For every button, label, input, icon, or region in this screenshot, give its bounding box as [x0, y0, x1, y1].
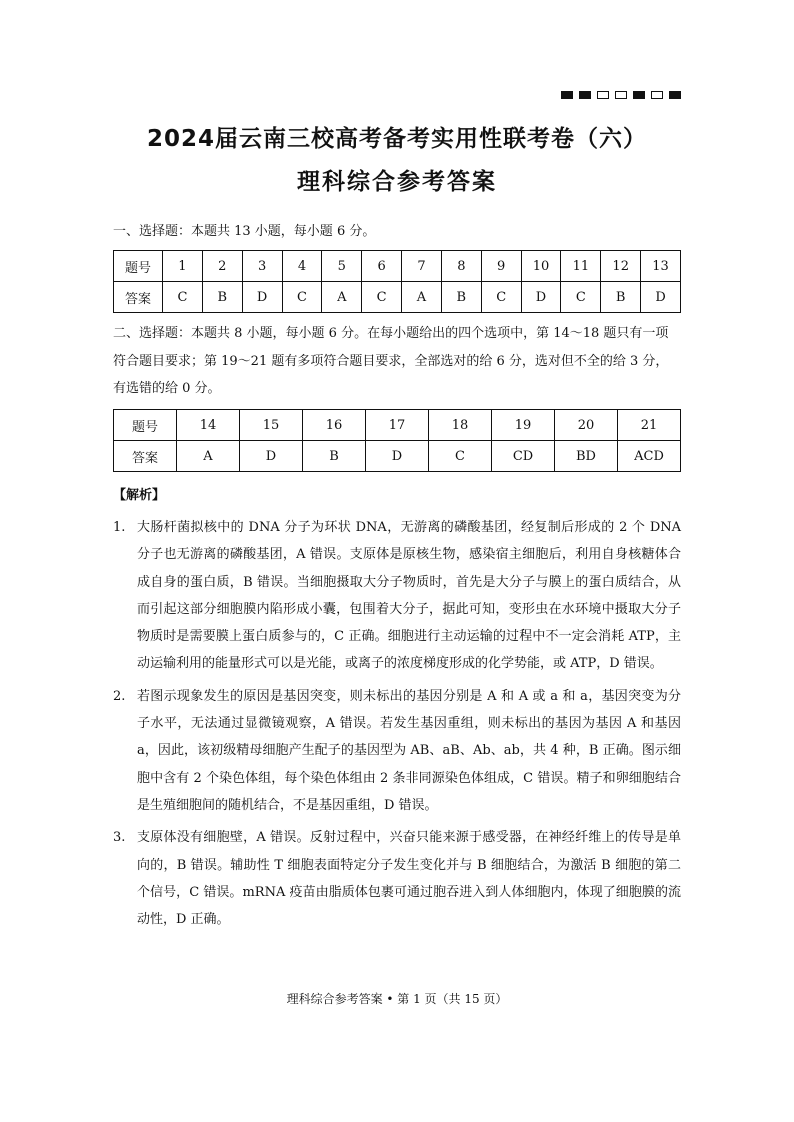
row-label: 题号	[114, 251, 163, 282]
table-cell: 10	[521, 251, 561, 282]
analysis-list	[113, 514, 681, 938]
item-number: 3.	[113, 830, 126, 846]
table-cell: B	[601, 282, 641, 313]
item-number: 2.	[113, 688, 126, 704]
table-cell: C	[282, 282, 322, 313]
table-cell: 1	[163, 251, 203, 282]
table-cell: 21	[618, 410, 681, 441]
table-cell: 5	[322, 251, 362, 282]
table-cell: BD	[555, 441, 618, 472]
table-cell: 4	[282, 251, 322, 282]
item-text: 大肠杆菌拟核中的 DNA 分子为环状 DNA，无游离的磷酸基团，经复制后形成的 2 个 DNA 分子也无游离的磷酸基团，A 错误。支原体是原核生物，感染宿主细胞后，利用自身核糖体合成自身的蛋白质，B 错误。当细胞摄取大分子物质时，首先是大分子与膜上的蛋白质结合，从而引起这部分细胞膜内陷形成小囊，包围着大分子，据此可知，变形虫在水环境中摄取大分子物质时是需要膜上蛋白质参与的，C 正确。细胞进行主动运输的过程中不一定会消耗 ATP，主动运输利用的能量形式可以是光能，或离子的浓度梯度形成的化学势能，或 ATP，D 错误。	[137, 520, 681, 672]
row-label: 答案	[114, 282, 163, 313]
table-cell: D	[521, 282, 561, 313]
table-cell: 15	[240, 410, 303, 441]
table-cell: 8	[441, 251, 481, 282]
item-text: 若图示现象发生的原因是基因突变，则未标出的基因分别是 A 和 A 或 a 和 a，基因突变为分子水平，无法通过显微镜观察，A 错误。若发生基因重组，则未标出的基因为基因 A 和基因 a，因此，该初级精母细胞产生配子的基因型为 AB、aB、Ab、ab，共 4 种，B 正确。图示细胞中含有 2 个染色体组，每个染色体组由 2 条非同源染色体组成，C 错误。精子和卵细胞结合是生殖细胞间的随机结合，不是基因重组，D 错误。	[137, 688, 681, 813]
item-text: 支原体没有细胞壁，A 错误。反射过程中，兴奋只能来源于感受器，在神经纤维上的传导是单向的，B 错误。辅助性 T 细胞表面特定分子发生变化并与 B 细胞结合，为激活 B 细胞的第二个信号，C 错误。mRNA 疫苗由脂质体包裹可通过胞吞进入到人体细胞内，体现了细胞膜的流动性，D 正确。	[137, 830, 681, 928]
table-cell: C	[561, 282, 601, 313]
filled-square-mark	[561, 91, 573, 99]
page-footer: 理科综合参考答案 • 第 1 页（共 15 页）	[286, 992, 508, 1006]
corner-marks	[561, 91, 681, 99]
table-cell: C	[481, 282, 521, 313]
item-number: 1.	[113, 520, 126, 535]
table-row-questions	[114, 251, 681, 282]
table-cell: C	[362, 282, 402, 313]
table-cell: 20	[555, 410, 618, 441]
table-cell: 14	[177, 410, 240, 441]
table-row-questions	[114, 410, 681, 441]
answer-table-1	[113, 250, 681, 313]
filled-square-mark	[579, 91, 591, 99]
table-cell: A	[322, 282, 362, 313]
table-cell: CD	[492, 441, 555, 472]
table-cell: D	[641, 282, 681, 313]
table-cell: B	[202, 282, 242, 313]
table-cell: 16	[303, 410, 366, 441]
table-cell: 19	[492, 410, 555, 441]
table-cell: A	[177, 441, 240, 472]
filled-square-mark	[633, 91, 645, 99]
page-title: 2024届云南三校高考备考实用性联考卷（六）	[146, 126, 647, 152]
table-cell: D	[240, 441, 303, 472]
table-row-answers	[114, 282, 681, 313]
filled-square-mark	[669, 91, 681, 99]
section1-heading: 一、选择题：本题共 13 小题，每小题 6 分。	[113, 224, 376, 239]
analysis-label: 【解析】	[113, 488, 166, 503]
table-row-answers	[114, 441, 681, 472]
table-cell: B	[441, 282, 481, 313]
table-cell: 18	[429, 410, 492, 441]
table-cell: A	[402, 282, 442, 313]
row-label: 答案	[114, 441, 177, 472]
page-subtitle: 理科综合参考答案	[297, 169, 497, 195]
table-cell: D	[242, 282, 282, 313]
empty-square-mark	[615, 91, 627, 99]
empty-square-mark	[651, 91, 663, 99]
list-item	[113, 683, 681, 819]
table-cell: 6	[362, 251, 402, 282]
table-cell: 2	[202, 251, 242, 282]
table-cell: ACD	[618, 441, 681, 472]
row-label: 题号	[114, 410, 177, 441]
table-cell: B	[303, 441, 366, 472]
table-cell: 17	[366, 410, 429, 441]
table-cell: 9	[481, 251, 521, 282]
answer-table-2	[113, 409, 681, 472]
table-cell: 7	[402, 251, 442, 282]
section2-heading: 二、选择题：本题共 8 小题，每小题 6 分。在每小题给出的四个选项中，第 14～18 题只有一项符合题目要求；第 19～21 题有多项符合题目要求，全部选对的给 6 分，选对但不全的给 3 分，有选错的给 0 分。	[113, 326, 669, 396]
table-cell: C	[429, 441, 492, 472]
table-cell: 11	[561, 251, 601, 282]
table-cell: D	[366, 441, 429, 472]
table-cell: 13	[641, 251, 681, 282]
list-item	[113, 824, 681, 933]
empty-square-mark	[597, 91, 609, 99]
table-cell: 12	[601, 251, 641, 282]
table-cell: C	[163, 282, 203, 313]
list-item	[113, 514, 681, 678]
table-cell: 3	[242, 251, 282, 282]
